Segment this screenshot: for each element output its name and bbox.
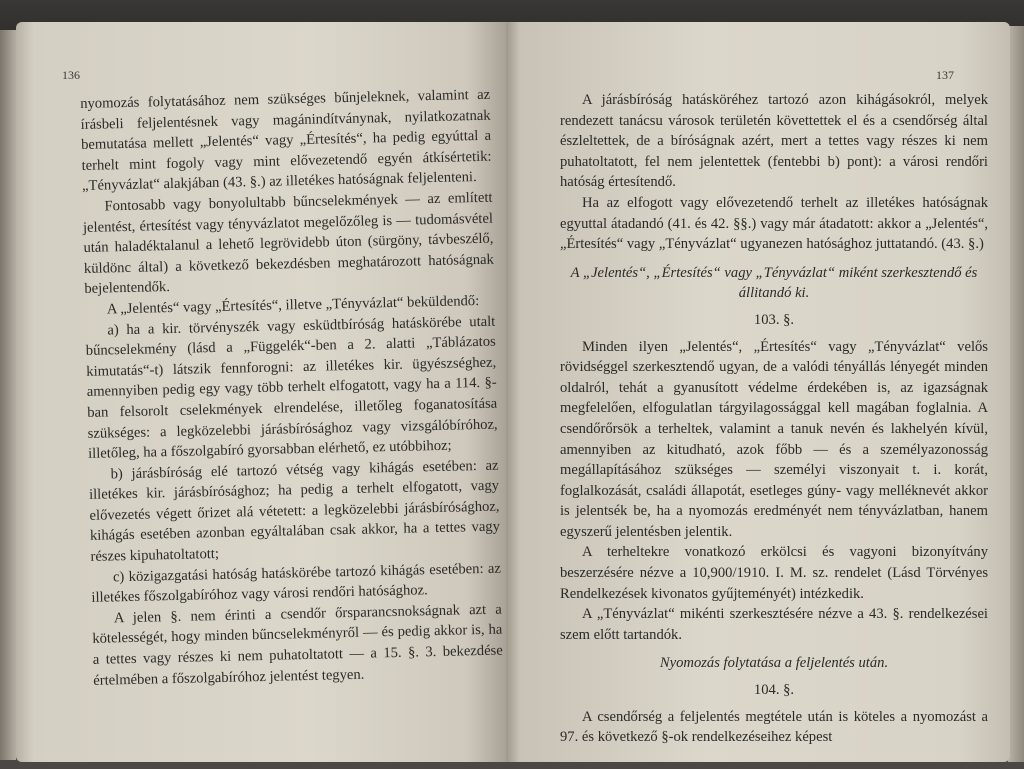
right-paragraph: Minden ilyen „Jelentés“, „Értesítés“ vagy „Tényvázlat“ velős rövidséggel szerkesztendő ugyan, de a valódi tényállás lényegét minden oldalról, tehát a gyanusított védelme érdekében is, az igazságnak megfelelően, elfogulatlan tárgyilagossággal kell magában foglalnia. A csendőrőrsök a terheltek, valamint a tanuk nevén és lakhelyén kívül, amennyiben az kitudható, azok főbb — és a személyazonosság megállapításához szükséges — személyi viszonyait t. i. korát, foglalkozását, családi állapotát, esetleges gúny- vagy melléknevét akkor is jelentsék be, ha a nyomozás eredményét nem tényvázlatban, hanem egyszerű jelentésben jelentik.: [560, 338, 988, 540]
right-paragraph: A terheltekre vonatkozó erkölcsi és vagyoni bizonyítvány beszerzésére nézve a 10,900/1910. I. M. sz. rendelet (Lásd Törvényes Rendelkezések kivonatos gyűjteményét) intézkedik.: [560, 544, 988, 602]
right-page-body: [560, 90, 988, 748]
right-paragraph: A „Tényvázlat“ mikénti szerkesztésére nézve a 43. §. rendelkezései szem előtt tartandók.: [560, 606, 988, 643]
right-paragraph: A járásbíróság hatásköréhez tartozó azon kihágásokról, melyek rendezett tanácsu városok területén követtettek el és a csendőrség által észleltettek, de a bíróságnak azért, mert a tettes vagy részes ki nem puhatoltatott, fel nem jelentettek (fentebbi b) pont): a városi rendőri hatóság értesítendő.: [560, 92, 988, 191]
section-number: 104. §.: [753, 682, 795, 699]
right-paragraph: A csendőrség a feljelentés megtétele után is köteles a nyomozást a 97. és következő §-ok rendelkezéseihez képest: [560, 708, 988, 746]
section-title: Nyomozás folytatása a feljelentés után.: [659, 655, 889, 672]
book-edge-right: [1008, 26, 1024, 762]
left-page-number: 136: [62, 68, 80, 82]
right-paragraph: Ha az elfogott vagy elővezetendő terhelt az illetékes hatóságnak egyuttal átadandó (41. és 42. §§.) vagy már átadatott: akkor a „Jelentés“, „Értesítés“ vagy „Tényvázlat“ ugyanezen hatósághoz juttatandó. (43. §.): [560, 194, 988, 253]
left-page-body: [80, 85, 503, 691]
left-paragraph: A „Jelentés“ vagy „Értesítés“, illetve „Tényvázlat“ beküldendő:: [106, 292, 480, 318]
section-number: 103. §.: [753, 311, 795, 328]
left-paragraph: nyomozás folytatásához nem szükséges bűnjeleknek, valamint az írásbeli feljelentésnek vagy magánindítványnak, nyilatkozatnak bemutatása mellett „Jelentés“ vagy „Értesítés“, ha pedig egyúttal a terhelt mint fogoly vagy mint elővezetendő egyén átkísértetik: „Tényvázlat“ alakjában (43. §.) az illetékes hatóságnak feljelenteni.: [80, 86, 492, 195]
left-page: [16, 22, 506, 762]
left-paragraph: b) járásbíróság elé tartozó vétség vagy kihágás esetében: az illetékes kir. járásbírósághoz; ha pedig a terhelt elfogatott, vagy elővezetés végett őrizet alá vétetett: a legközelebbi járásbírósághoz, kihágás esetében azonban egyáltalában csak akkor, ha a tettes vagy részes kipuhatoltatott;: [88, 457, 501, 565]
section-title: A „Jelentés“, „Értesítés“ vagy „Tényvázlat“ miként szerkesztendő és állitandó ki.: [570, 264, 978, 302]
left-paragraph: a) ha a kir. törvényszék vagy esküdtbíróság hatáskörébe utalt bűncselekmény (lásd a „Függelék“-ben a 2. alatti „Táblázatos kimutatás“-t) látszik fennforogni: az illetékes kir. ügyészséghez, amennyiben pedig egy vagy több terhelt elfogatott, vagy ha a 114. §-ban felsorolt cselekmények elrendelése, illetőleg foganatosítása szükséges: a legközelebbi járásbírósághoz vagy vizsgálóbíróhoz, illetőleg, ha a főszolgabíró gyorsabban elérhető, ez utóbbihoz;: [85, 313, 498, 462]
right-page: [506, 22, 1010, 762]
left-paragraph: Fontosabb vagy bonyolultabb bűncselekmények — az említett jelentést, értesítést vagy tényvázlatot megelőzőleg is — tudomásvétel után haladéktalanul a lehető legrövidebb úton (sürgöny, távbeszélő, küldönc által) a következő bekezdésben meghatározott hatóságnak bejelentendők.: [82, 189, 495, 298]
left-paragraph: A jelen §. nem érinti a csendőr őrsparancsnokságnak azt a kötelességét, hogy minden bűncselekményről — és pedig akkor is, ha a tettes vagy részes ki nem puhatoltatott — a 15. §. 3. bekezdése értelmében a főszolgabíróhoz jelentést tegyen.: [92, 601, 503, 689]
right-page-number: 137: [936, 68, 954, 82]
book-edge-left: [0, 30, 16, 760]
left-paragraph: c) közigazgatási hatóság hatáskörébe tartozó kihágás esetében: az illetékes főszolgabíróhoz vagy városi rendőri hatósághoz.: [91, 560, 502, 607]
